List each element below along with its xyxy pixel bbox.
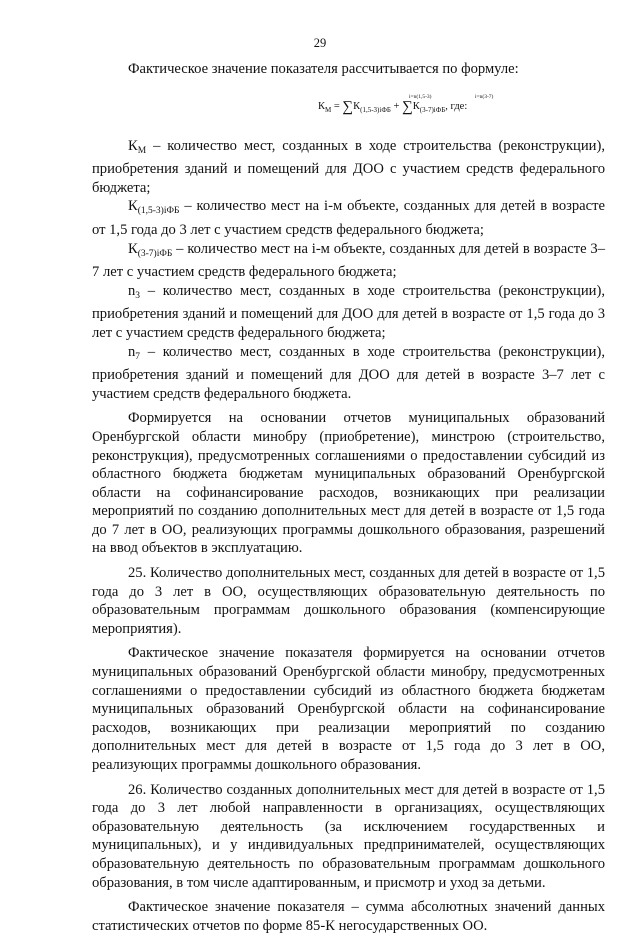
page-number: 29 <box>313 36 327 50</box>
formula-intro: Фактическое значение показателя рассчитывается по формуле: <box>128 61 519 77</box>
paragraph-item-25-value: Фактическое значение показателя формируется на основании отчетов муниципальных образований Оренбургской области минобру, предусмотренных соглашениями о предоставлении субсидий из областного бюджета бюджетам муниципальных образований Оренбургской области на софинансирование расходов, возникающих при реализации мероприятий по созданию дополнительных мест для детей в возрасте от 1,5 года до 3 лет в ОО, реализующих программы дошкольного образования. <box>92 645 605 773</box>
sum-limit-2: i=n(3-7) <box>475 93 494 100</box>
definition-k-1-5-3: $К_{(1,5-3)iФБ}$ – количество мест на i-м объекте, созданных для детей в возрасте от 1,5 года до 3 лет с участием средств федерального бюджета; <box>92 198 605 238</box>
sum-limit-1: i=n(1,5-3) <box>409 93 432 100</box>
paragraph-item-25: 25. Количество дополнительных мест, созданных для детей в возрасте от 1,5 года до 3 лет в ОО, осуществляющих образовательную деятельность по образовательным программам дошкольного образования (компенсирующие мероприятия). <box>92 565 605 637</box>
formula-lhs-sub: М <box>325 105 332 114</box>
formula-block <box>92 79 605 133</box>
formula-expression <box>318 98 468 116</box>
formula-term2: К <box>412 100 420 112</box>
definition-n3: $n_3$ – количество мест, созданных в ходе строительства (реконструкции), приобретения зданий и помещений для ДОО для детей в возрасте от 1,5 года до 3 лет с участием средств федерального бюджета; <box>92 282 605 341</box>
document-body <box>92 60 605 935</box>
definition-k-3-7: $К_{(3-7)iФБ}$ – количество мест на i-м объекте, созданных для детей в возрасте 3–7 лет с участием средств федерального бюджета; <box>92 240 605 281</box>
formula-term2-sub: (3-7)iФБ <box>419 105 446 114</box>
sum-icon: ∑ <box>342 98 354 115</box>
paragraph-source: Формируется на основании отчетов муниципальных образований Оренбургской области минобру (приобретение), минстрою (строительство, реконструкция), предусмотренных соглашениями о предоставлении субсидий из областного бюджета бюджетам муниципальных образований Оренбургской области на софинансирование расходов, возникающих при реализации мероприятий по созданию дополнительных мест для детей в возрасте от 1,5 года до 7 лет в ОО, реализующих программы дошкольного образования, разрешений на ввод объектов в эксплуатацию. <box>92 410 605 557</box>
formula-term1: К <box>353 100 361 112</box>
formula-eq: = <box>331 100 343 112</box>
definition-n7: $n_7$ – количество мест, созданных в ходе строительства (реконструкции), приобретения зданий и помещений для ДОО для детей в возрасте 3–7 лет с участием средств федерального бюджета. <box>92 343 605 402</box>
sum-icon: ∑ <box>402 98 413 115</box>
definition-km: $К_М$ – количество мест, созданных в ходе строительства (реконструкции), приобретения зданий и помещений для ДОО с участием средств федерального бюджета; <box>92 137 605 196</box>
formula-plus: + <box>390 100 403 112</box>
paragraph-item-26: 26. Количество созданных дополнительных мест для детей в возрасте от 1,5 года до 3 лет любой направленности в организациях, осуществляющих образовательную деятельность (за исключением государственных и муниципальных), и у индивидуальных предпринимателей, осуществляющих образовательную деятельность по образовательным программам дошкольного образования, в том числе адаптированным, и присмотр и уход за детьми. <box>92 781 605 891</box>
formula-lhs: К <box>318 100 326 112</box>
formula-term1-sub: (1,5-3)iФБ <box>360 105 391 114</box>
formula-tail: , где: <box>445 100 468 112</box>
paragraph-item-26-value: Фактическое значение показателя – сумма абсолютных значений данных статистических отчетов по форме 85-К негосударственных ОО. <box>92 899 605 934</box>
